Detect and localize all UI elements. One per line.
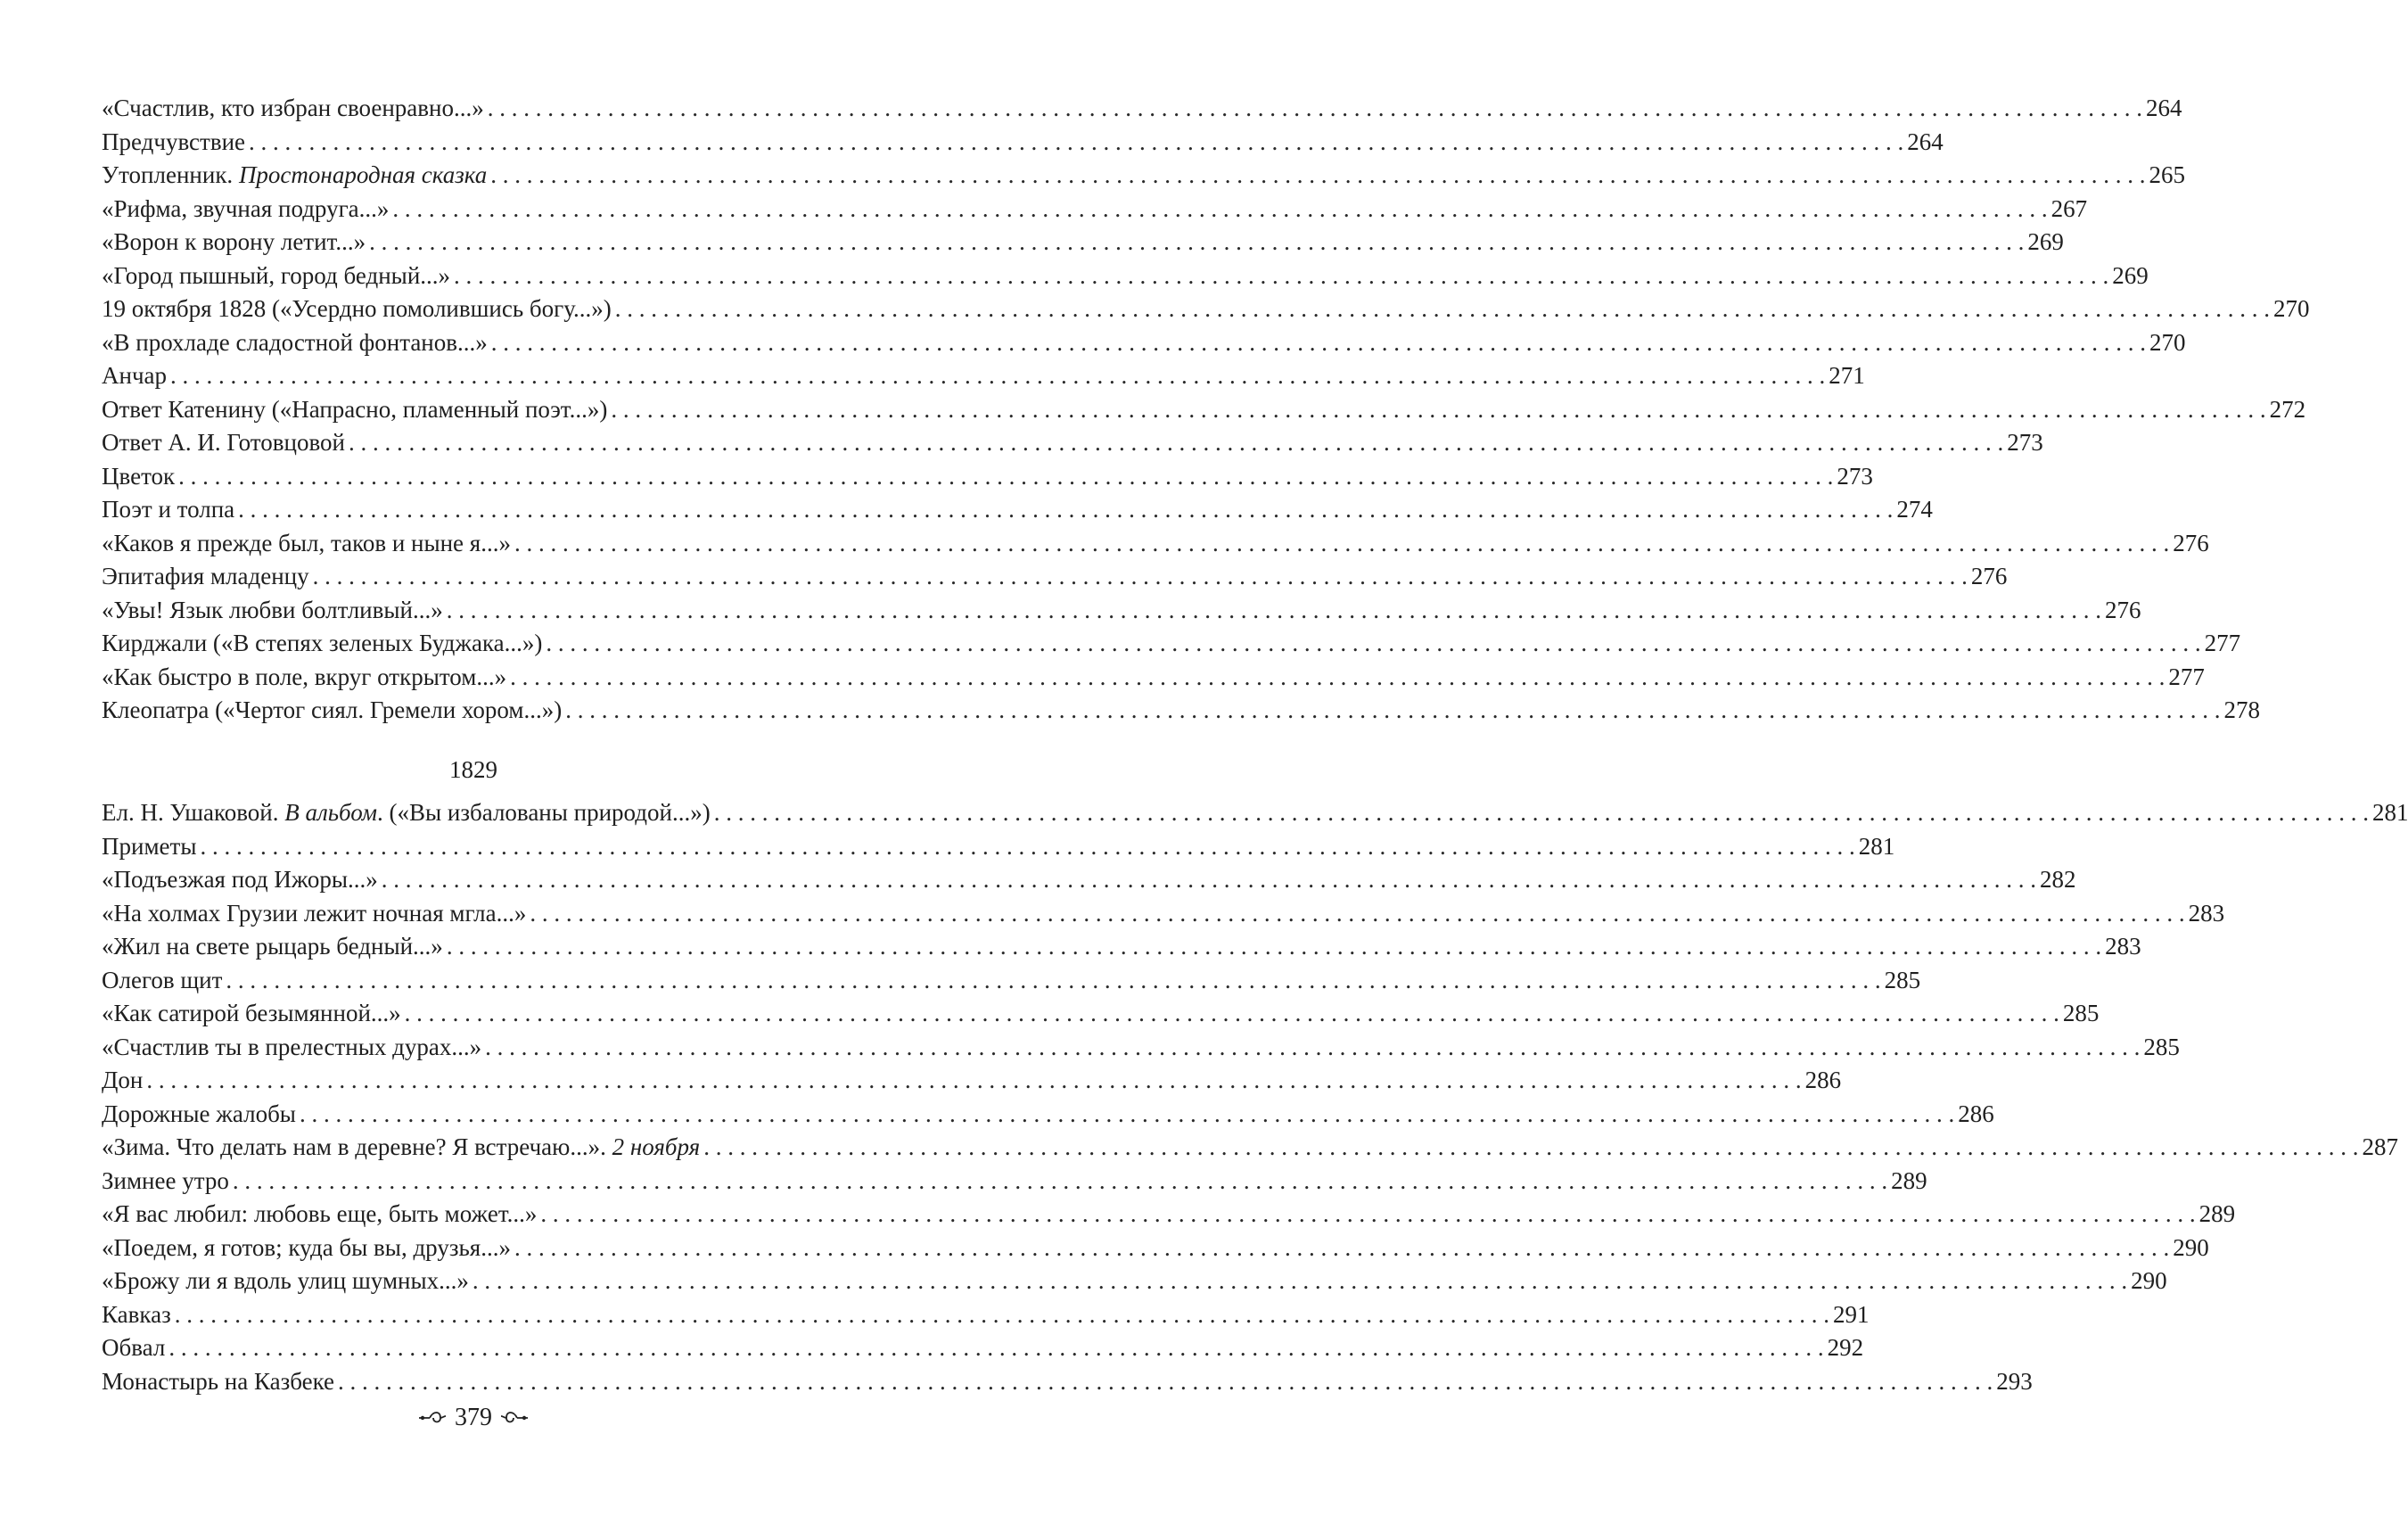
dot-leader [170,359,1825,393]
entry-title [102,1198,537,1232]
entry-title [102,1131,700,1165]
entry-page-number: 270 [2273,295,2310,322]
dot-leader [392,193,2047,227]
entry-page-number: 270 [2149,328,2186,356]
toc-entry [102,1064,1842,1098]
ornament-left-icon [417,1409,449,1427]
entry-title-text: Монастырь на Казбеке [102,1367,335,1395]
entry-title [102,193,389,227]
toc-entry [102,193,2088,227]
entry-page-number: 286 [1958,1100,1994,1127]
dot-leader [175,1298,1829,1332]
entry-title [102,1031,481,1065]
page-number: 379 [455,1404,492,1431]
entry-page-number: 289 [1891,1166,1927,1194]
toc-entry [102,1165,1927,1199]
dot-leader [488,92,2142,126]
dot-leader [405,997,2059,1031]
toc-entry [102,1298,1870,1332]
dot-leader [491,326,2146,360]
entry-title-text: Ел. Н. Ушаковой. [102,799,285,826]
entry-title [102,460,175,494]
entry-title [102,997,401,1031]
entry-page-number: 272 [2269,395,2306,423]
entry-title-text: Поэт и толпа [102,496,235,523]
entry-title [102,92,484,126]
dot-leader [369,226,2024,260]
toc-entry [102,393,2306,427]
toc-entry [102,126,1944,160]
toc-entry [102,527,2209,561]
toc-entry [102,964,1921,998]
entry-title-text: «Брожу ли я вдоль улиц шумных...» [102,1267,469,1294]
entry-title-italic: 2 ноября [612,1133,701,1160]
entry-page-number: 276 [2104,596,2141,623]
entry-title [102,1331,165,1365]
toc-entry [102,1265,2167,1298]
entry-title [102,594,443,628]
entry-title-text: Зимнее утро [102,1166,229,1194]
entry-title-text: «Поедем, я готов; куда бы вы, друзья...» [102,1233,511,1261]
entry-title-text: Анчар [102,362,168,389]
entry-title [102,493,234,527]
toc-entry [102,694,2260,728]
dot-leader [349,426,2003,460]
ornament-right-icon [497,1409,530,1427]
entry-title [102,393,607,427]
entry-title [102,1165,229,1199]
toc-entry [102,159,2185,193]
dot-leader [703,1131,2358,1165]
toc-entry [102,1098,1994,1132]
dot-leader [447,594,2101,628]
toc-entry [102,359,1865,393]
entry-title [102,326,488,360]
entry-title [102,359,167,393]
entry-title-italic: В альбом [284,799,377,826]
dot-leader [226,964,1880,998]
entry-title-text: «Увы! Язык любви болтливый...» [102,596,443,623]
entry-title [102,964,222,998]
entry-page-number: 290 [2173,1233,2209,1261]
dot-leader [565,694,2220,728]
toc-section-1828 [102,92,2310,728]
toc-entry [102,560,2008,594]
entry-page-number: 289 [2198,1200,2236,1227]
toc-entry [102,460,1873,494]
entry-page-number: 276 [2173,529,2209,556]
toc-entry [102,1198,2236,1232]
year-heading: 1829 [449,756,497,783]
entry-title-text: «Зима. Что делать нам в деревне? Я встречаю...». [102,1133,612,1160]
entry-title-text: Предчувствие [102,128,245,155]
entry-page-number: 267 [2050,194,2088,222]
entry-title-text: Ответ А. И. Готовцовой [102,429,345,456]
dot-leader [514,527,2169,561]
entry-page-number: 293 [1996,1367,2033,1395]
entry-page-number: 283 [2105,933,2141,960]
entry-page-number: 276 [1970,563,2008,589]
dot-leader [454,260,2108,293]
entry-title-suffix: . («Вы избалованы природой...») [376,799,711,826]
entry-page-number: 273 [1837,462,1873,490]
dot-leader [200,830,1854,864]
entry-title [102,1064,143,1098]
toc-entry [102,661,2205,695]
dot-leader [490,159,2145,193]
toc-entry [102,1031,2180,1065]
toc-section-1829 [102,796,2408,1398]
entry-title-text: Кирджали («В степях зеленых Буджака...») [102,630,543,656]
entry-title-text: Дорожные жалобы [102,1100,296,1127]
entry-page-number: 286 [1804,1067,1842,1093]
dot-leader [514,1232,2169,1265]
entry-title-text: «На холмах Грузии лежит ночная мгла...» [102,899,527,927]
dot-leader [382,863,2036,897]
entry-title [102,1265,469,1298]
entry-page-number: 281 [2371,799,2408,826]
entry-title [102,560,309,594]
entry-title-text: «Счастлив ты в прелестных дурах...» [102,1033,482,1060]
dot-leader [546,627,2200,661]
entry-title-text: «Я вас любил: любовь еще, быть может...» [102,1200,538,1227]
entry-page-number: 273 [2007,429,2043,456]
toc-entry [102,594,2141,628]
entry-title-text: «Город пышный, город бедный...» [102,261,451,289]
dot-leader [146,1064,1801,1098]
entry-title-text: Эпитафия младенцу [102,563,309,589]
entry-page-number: 283 [2188,899,2225,927]
entry-title [102,830,196,864]
entry-title-text: 19 октября 1828 («Усердно помолившись богу...») [102,295,612,322]
entry-title [102,1098,296,1132]
entry-title-text: «В прохладе сладостной фонтанов...» [102,328,488,356]
entry-title [102,126,245,160]
entry-page-number: 269 [2112,261,2149,289]
entry-page-number: 292 [1827,1334,1864,1361]
dot-leader [510,661,2165,695]
entry-page-number: 285 [1884,966,1921,993]
entry-page-number: 277 [2168,663,2205,690]
entry-title [102,226,366,260]
dot-leader [233,1165,1887,1199]
dot-leader [168,1331,1823,1365]
toc-entry [102,226,2064,260]
entry-page-number: 265 [2149,161,2185,188]
entry-title-text: Утопленник. [102,161,239,188]
dot-leader [530,897,2184,931]
toc-entry [102,997,2100,1031]
toc-entry [102,830,1895,864]
entry-title-text: Ответ Катенину («Напрасно, пламенный поэт...») [102,395,608,423]
entry-title-text: Олегов щит [102,966,223,993]
dot-leader [714,796,2369,830]
entry-title [102,930,443,964]
entry-title [102,1232,511,1265]
entry-title [102,292,612,326]
entry-title-text: Цветок [102,462,176,490]
entry-title [102,1365,334,1399]
dot-leader [338,1365,1993,1399]
entry-page-number: 264 [2145,95,2182,121]
entry-page-number: 290 [2131,1267,2167,1294]
dot-leader [313,560,1968,594]
entry-title-text: «Подъезжая под Ижоры...» [102,866,378,893]
entry-page-number: 278 [2223,696,2260,723]
dot-leader [473,1265,2127,1298]
dot-leader [540,1198,2195,1232]
entry-title [102,694,562,728]
toc-entry [102,260,2149,293]
toc-entry [102,92,2182,126]
dot-leader [238,493,1893,527]
toc-entry [102,930,2141,964]
toc-entry [102,292,2310,326]
toc-entry [102,796,2408,830]
dot-leader [615,292,2270,326]
entry-title [102,527,511,561]
entry-title-text: «Рифма, звучная подруга...» [102,194,390,222]
entry-title-text: «Ворон к ворону летит...» [102,228,366,255]
dot-leader [178,460,1833,494]
entry-page-number: 271 [1829,362,1865,389]
toc-entry [102,1331,1864,1365]
entry-page-number: 277 [2204,630,2241,656]
toc-entry [102,627,2241,661]
entry-title [102,897,526,931]
entry-title-text: «Каков я прежде был, таков и ныне я...» [102,529,511,556]
page-folio [0,1400,947,1436]
entry-page-number: 285 [2143,1033,2180,1060]
entry-title-text: Приметы [102,832,197,860]
entry-title [102,863,378,897]
toc-entry [102,493,1933,527]
entry-page-number: 291 [1833,1300,1870,1328]
dot-leader [300,1098,1954,1132]
toc-entry [102,426,2043,460]
entry-title [102,796,711,830]
entry-page-number: 281 [1858,832,1895,860]
entry-page-number: 282 [2040,866,2076,893]
dot-leader [447,930,2101,964]
entry-title [102,627,542,661]
entry-title-text: «Как быстро в поле, вкруг открытом...» [102,663,507,690]
entry-title-text: Клеопатра («Чертог сиял. Гремели хором...») [102,696,563,723]
dot-leader [611,393,2265,427]
toc-entry [102,1131,2398,1165]
entry-title [102,260,450,293]
entry-page-number: 287 [2362,1133,2398,1160]
entry-page-number: 285 [2062,1000,2100,1026]
entry-title [102,1298,171,1332]
toc-entry [102,326,2186,360]
toc-entry [102,1365,2033,1399]
toc-entry [102,1232,2209,1265]
entry-title-text: «Жил на свете рыцарь бедный...» [102,933,443,960]
entry-page-number: 274 [1896,496,1933,523]
entry-title-text: «Счастлив, кто избран своенравно...» [102,95,484,121]
dot-leader [485,1031,2140,1065]
toc-entry [102,863,2076,897]
entry-title [102,159,487,193]
entry-page-number: 264 [1907,128,1944,155]
entry-title [102,661,506,695]
entry-title-text: Дон [102,1067,144,1093]
entry-title-italic: Простонародная сказка [238,161,488,188]
entry-title [102,426,345,460]
dot-leader [249,126,1903,160]
entry-title-text: Кавказ [102,1300,171,1328]
entry-title-text: Обвал [102,1334,166,1361]
entry-title-text: «Как сатирой безымянной...» [102,1000,401,1026]
toc-entry [102,897,2225,931]
entry-page-number: 269 [2027,228,2064,255]
